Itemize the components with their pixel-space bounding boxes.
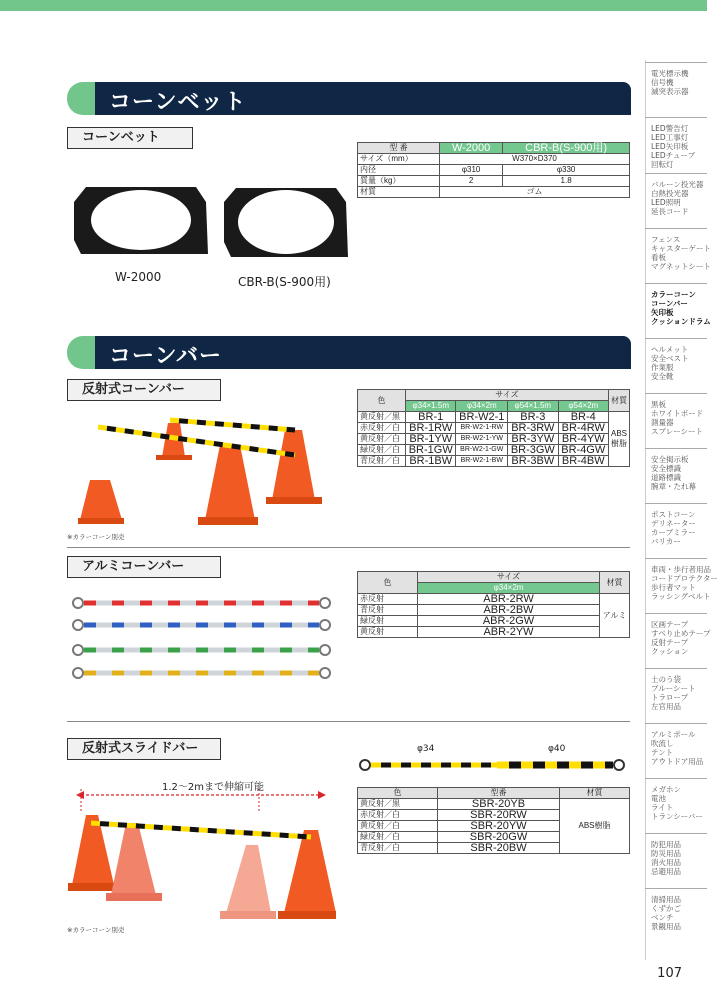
sidebar-category-label: ラッシングベルト [651, 592, 711, 601]
section-title: コーンベット [109, 90, 247, 115]
bar-red [73, 598, 330, 608]
sidebar-category-label: ヘルメット [651, 345, 689, 354]
top-color-band [0, 0, 707, 11]
sidebar-category-group[interactable] [645, 448, 707, 503]
sidebar-category-label: 区画テープ [651, 620, 689, 629]
stretch-range-label: 1.2～2mまで伸縮可能 [162, 782, 265, 793]
reflective-cone-bar-photo [70, 405, 340, 535]
sidebar-category-label: 防犯用品 [651, 840, 681, 849]
sidebar-category-label: クッション [651, 647, 689, 656]
sidebar-category-label: 土のう袋 [651, 675, 681, 684]
bar-green [73, 645, 330, 655]
sidebar-category-label: 左官用品 [651, 702, 681, 711]
sidebar-category-group[interactable] [645, 833, 707, 888]
slide-bar-photo [66, 785, 336, 930]
subsection-title: コーンベット [67, 127, 193, 149]
sidebar-category-label: アルミポール [651, 730, 696, 739]
sidebar-category-label: 反射テープ [651, 638, 689, 647]
sidebar-category-label: テント [651, 748, 674, 757]
caption-cbrb: CBR-B(S-900用) [238, 275, 331, 289]
sidebar-category-group[interactable] [645, 668, 707, 723]
page-number: 107 [657, 966, 682, 981]
sidebar-category-label: 電池 [651, 794, 666, 803]
slide-bar-table: 色 型番 材質 黄反射／黒 SBR-20YB ABS樹脂 赤反射／白 SBR-20RW 黄反射／白 SBR-20YW 緑反射／白 SBR-20GW 青反射／白 SBR-20BW [357, 787, 630, 854]
bar-blue [73, 620, 330, 630]
sidebar-category-label: メガホン [651, 785, 681, 794]
sidebar-category-label: カーブミラー [651, 528, 696, 537]
sidebar-category-label: 信号機 [651, 78, 674, 87]
sidebar-category-label: カラーコーン [651, 290, 696, 299]
sidebar-category-label: 回転灯 [651, 160, 674, 169]
sidebar-category-label: 道路標識 [651, 473, 681, 482]
subsection-title: 反射式スライドバー [67, 738, 221, 760]
sidebar-category-label: 安全掲示板 [651, 455, 689, 464]
sidebar-category-label: コーンバー [651, 299, 688, 308]
sidebar-category-label: コードプロテクター [651, 574, 718, 583]
sidebar-category-label: マグネットシート [651, 262, 711, 271]
sidebar-category-group[interactable] [645, 338, 707, 393]
sidebar-category-label: スプレーシート [651, 427, 704, 436]
caption-w2000: W-2000 [115, 270, 162, 284]
sidebar-category-group[interactable] [645, 393, 707, 448]
sidebar-category-label: 景観用品 [651, 922, 681, 931]
sidebar-category-label: バリカー [651, 537, 681, 546]
cone-bed-photo [66, 182, 356, 267]
sidebar-category-label: 白熱投光器 [651, 189, 689, 198]
sidebar-category-group[interactable] [645, 558, 718, 613]
sidebar-category-group[interactable] [645, 503, 707, 558]
sidebar-category-label: 測量器 [651, 418, 674, 427]
sidebar-category-label: 安全靴 [651, 372, 674, 381]
bar-yellow [73, 668, 330, 678]
sidebar-category-group[interactable] [645, 173, 707, 228]
reflective-cone-bar-table: 色 サイズ 材質 φ34×1.5m φ34×2m φ54×1.5m φ54×2m 黄反射／黒 BR-1 BR-W2-1 BR-3 BR-4 ABS樹脂 赤反射／白 BR-1RW BR-W2-1-RW BR-3RW BR-4RW 黄反射／白 BR-1YW BR-W2-1-YW BR-3YW BR-4YW 緑反射／白 BR-1GW BR-W2-1-GW BR-3GW BR-4GW 青反射／白 BR-1BW BR-W2-1-BW BR-3BW BR-4BW [357, 389, 630, 467]
sidebar-category-label: LED矢印板 [651, 142, 689, 151]
sidebar-category-label: 黒板 [651, 400, 666, 409]
sidebar-category-label: ブルーシート [651, 684, 696, 693]
sidebar-category-label: ホワイトボード [651, 409, 704, 418]
sidebar-category-label: 延長コード [651, 207, 689, 216]
sidebar-category-group[interactable] [645, 117, 707, 173]
section-title: コーンバー [109, 344, 223, 369]
sidebar-category-label: LED照明 [651, 198, 681, 207]
divider [67, 721, 630, 722]
section-header-cone-bar [67, 336, 631, 369]
slide-bar-diagram [357, 755, 627, 775]
sidebar-category-label: 歩行者マット [651, 583, 696, 592]
sidebar-category-group[interactable] [645, 778, 707, 833]
sidebar-category-label: ベンチ [651, 913, 674, 922]
sidebar-category-label: LED警告灯 [651, 124, 689, 133]
sidebar-category-label: 安全ベスト [651, 354, 689, 363]
note-cone-sold-separately: ※カラーコーン別売 [67, 926, 125, 934]
sidebar-category-label: LED工事灯 [651, 133, 689, 142]
sidebar-category-label: 腕章・たれ幕 [651, 482, 696, 491]
sidebar-category-label: ライト [651, 803, 674, 812]
sidebar-category-label: クッションドラム [651, 317, 711, 326]
sidebar-category-label: 清掃用品 [651, 895, 681, 904]
sidebar-category-label: トランシーバー [651, 812, 703, 821]
diameter-label-34: φ34 [417, 744, 435, 754]
sidebar-category-label: 電光標示機 [651, 69, 689, 78]
sidebar-category-label: トラロープ [651, 693, 689, 702]
sidebar-category-label: LEDチューブ [651, 151, 696, 160]
sidebar-category-label: 看板 [651, 253, 666, 262]
sidebar-category-label: くずかご [651, 904, 681, 913]
subsection-title: 反射式コーンバー [67, 379, 221, 401]
section-header-cone-bed [67, 82, 631, 115]
sidebar-category-label: キャスターゲート [651, 244, 711, 253]
subsection-title: アルミコーンバー [67, 556, 221, 578]
sidebar-category-label: 吹流し [651, 739, 674, 748]
sidebar-category-label: 防災用品 [651, 849, 681, 858]
sidebar-category-label: 作業服 [651, 363, 674, 372]
sidebar-category-label: ポストコーン [651, 510, 696, 519]
sidebar-category-label: デリネーター [651, 519, 696, 528]
sidebar-category-group[interactable] [645, 888, 707, 943]
sidebar-category-label: 安全標識 [651, 464, 681, 473]
sidebar-category-label: アウトドア用品 [651, 757, 704, 766]
note-cone-sold-separately: ※カラーコーン別売 [67, 533, 125, 541]
sidebar-category-label: 滅突表示器 [651, 87, 689, 96]
sidebar-category-label: フェンス [651, 235, 681, 244]
sidebar-category-label: 消火用品 [651, 858, 681, 867]
sidebar-category-label: 忌避用品 [651, 867, 681, 876]
category-sidebar [645, 62, 718, 943]
cone-bed-spec-table: 型 番 W-2000 CBR-B(S-900用) サイズ（mm） W370×D370 内径 φ310 φ330 質量（kg） 2 1.8 材質 ゴム [357, 142, 630, 198]
sidebar-category-label: 矢印板 [651, 308, 674, 317]
sidebar-category-label: バルーン投光器 [651, 180, 704, 189]
sidebar-category-label: 車両・歩行者用品 [651, 565, 711, 574]
sidebar-category-label: すべり止めテープ [651, 629, 711, 638]
sidebar-category-group[interactable] [645, 613, 711, 668]
sidebar-category-group[interactable] [645, 723, 707, 778]
sidebar-category-group[interactable] [645, 283, 711, 338]
sidebar-category-group[interactable] [645, 62, 707, 117]
diameter-label-40: φ40 [548, 744, 566, 754]
aluminum-cone-bar-table: 色 サイズ 材質 φ34×2m 赤反射 ABR-2RW アルミ 青反射 ABR-2BW 緑反射 ABR-2GW 黄反射 ABR-2YW [357, 571, 630, 638]
aluminum-cone-bar-photo [70, 595, 335, 685]
divider [67, 547, 630, 548]
sidebar-category-group[interactable] [645, 228, 711, 283]
